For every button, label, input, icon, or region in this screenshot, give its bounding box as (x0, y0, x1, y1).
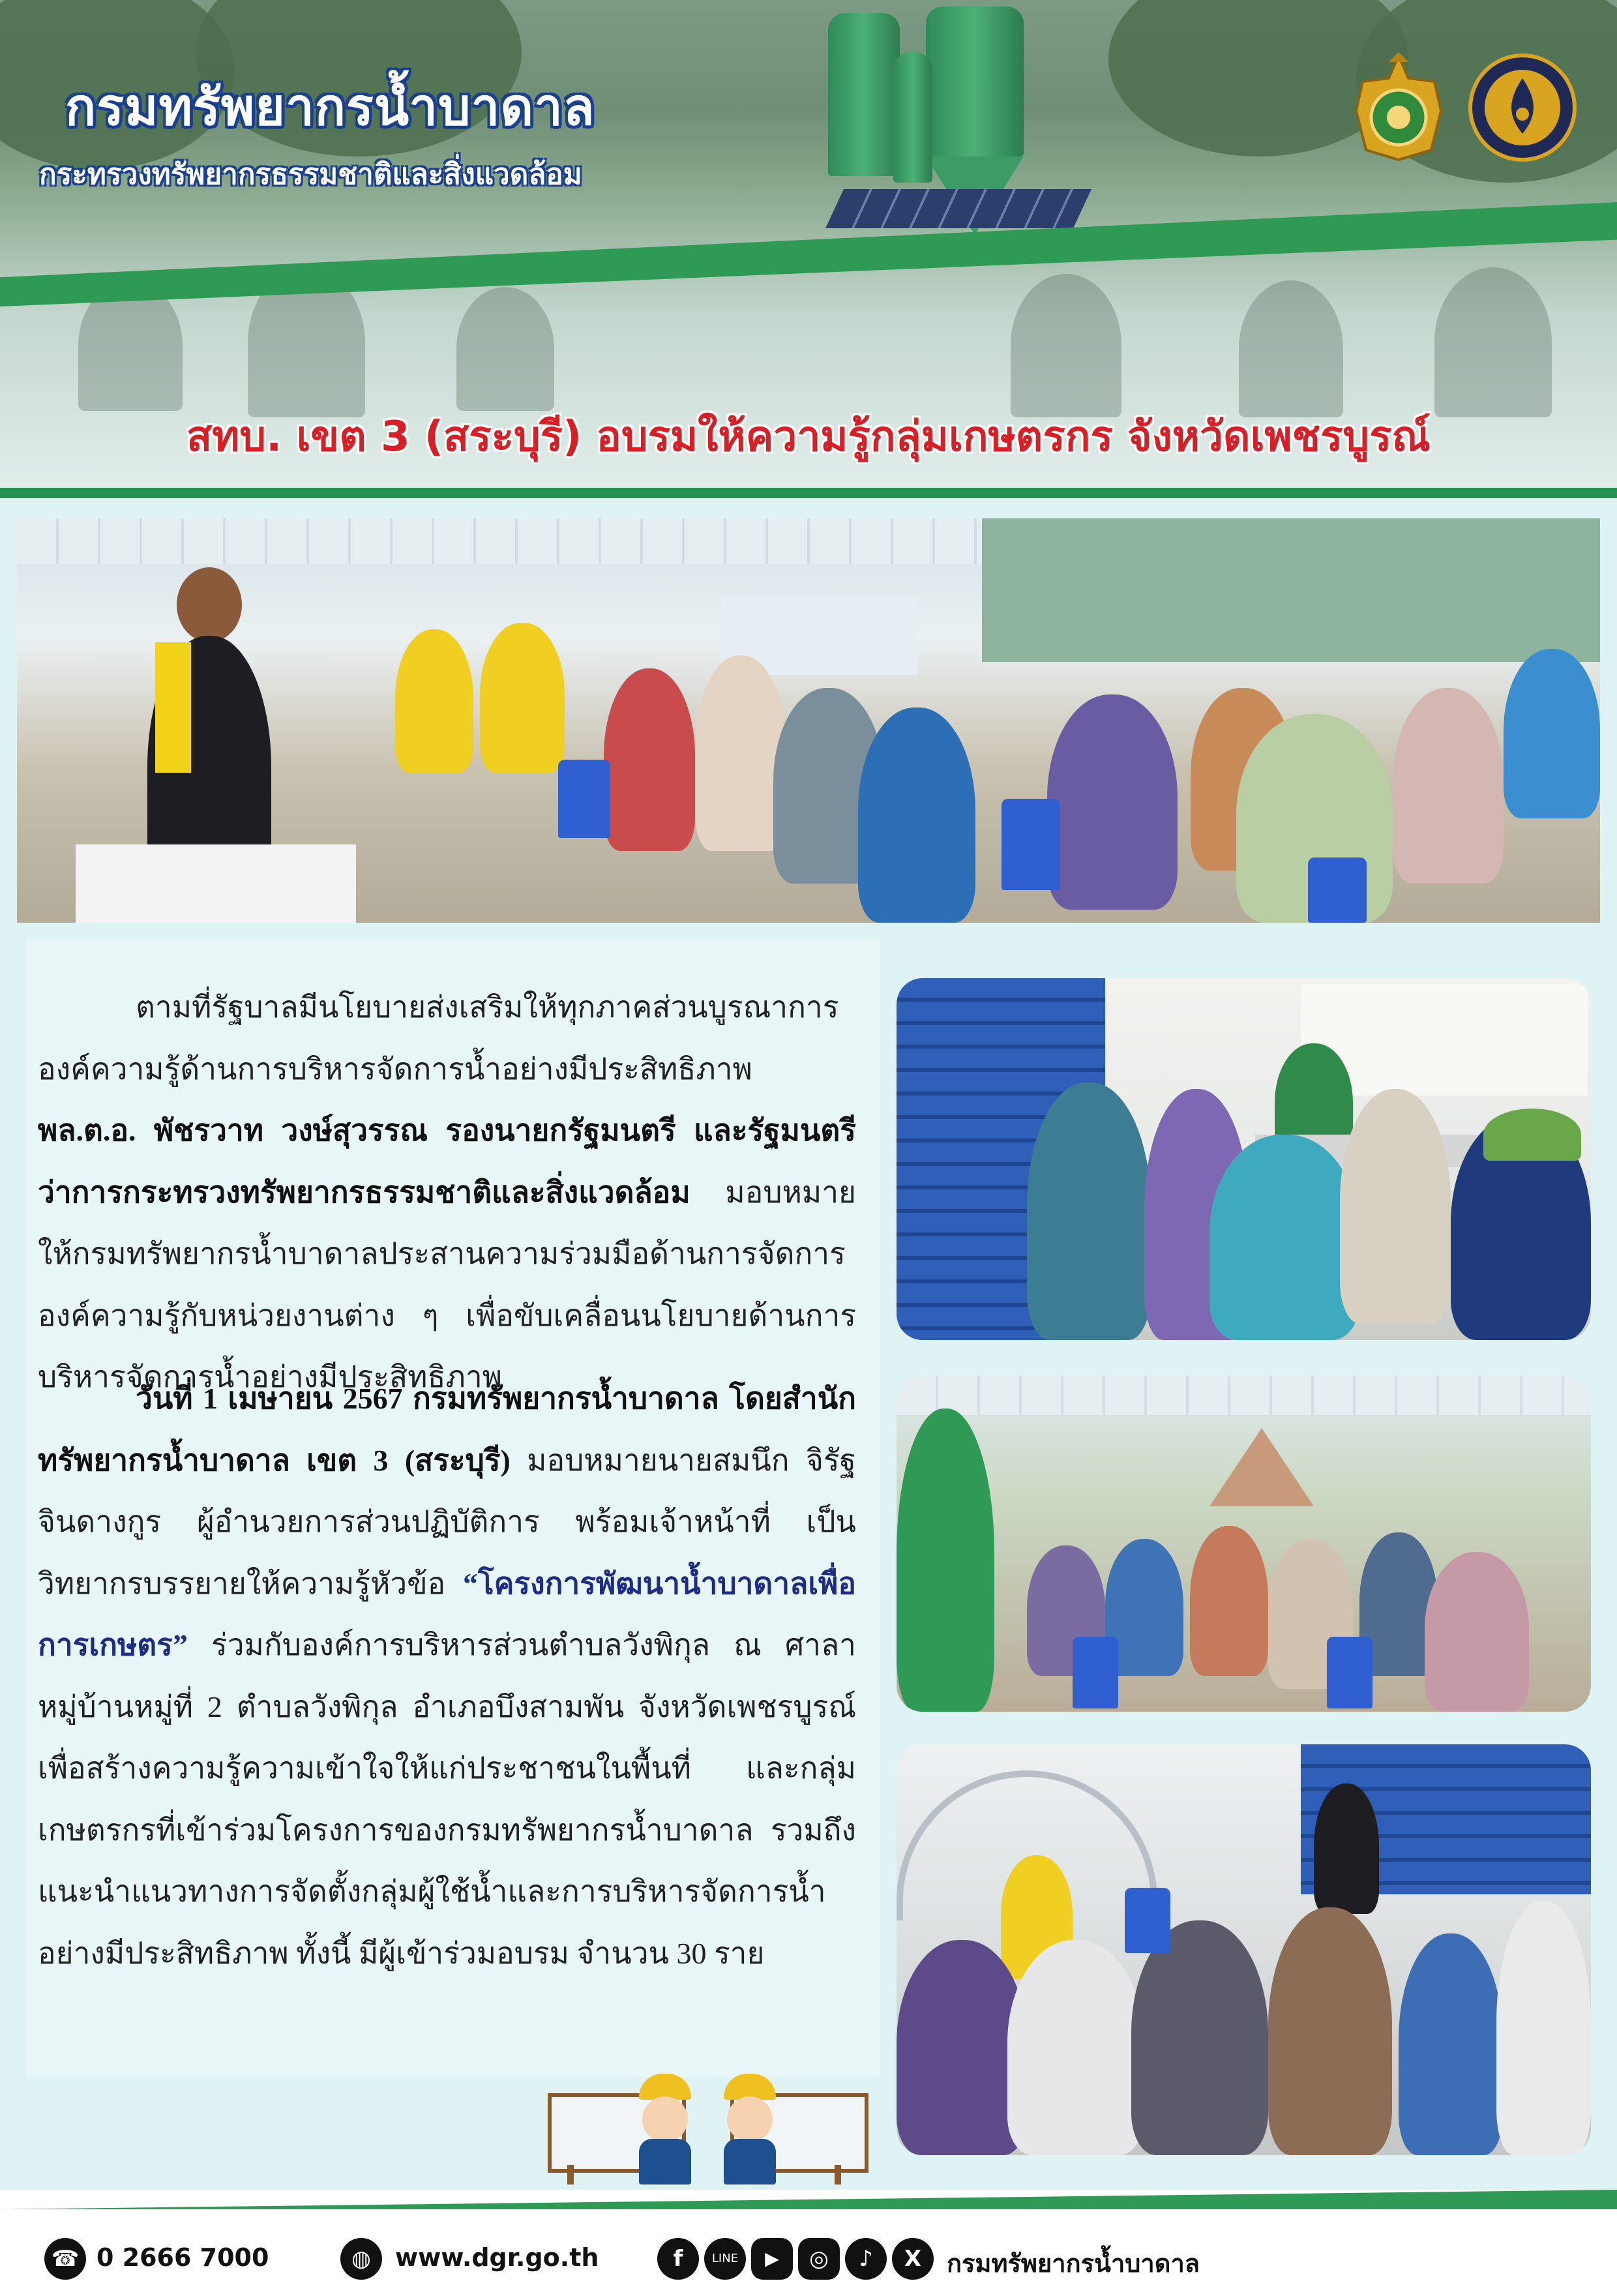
p2-body: มอบหมายนายสมนึก จิรัฐจินดางกูร ผู้อำนวยการส่วนปฏิบัติการ พร้อมเจ้าหน้าที่ เป็นวิทยากรบรรยายให้ความรู้หัวข้อ (38, 1443, 856, 1600)
ministry-emblem-icon (1343, 52, 1454, 163)
p2-date: วันที่ 1 เมษายน 2567 กรมทรัพยากรน้ำบาดาล โดยสำนักทรัพยากรน้ำบาดาล เขต 3 (สระบุรี) (38, 1382, 856, 1477)
p2-project-title: “โครงการพัฒนาน้ำบาดาลเพื่อการเกษตร” (38, 1566, 856, 1662)
article-headline: สทบ. เขต 3 (สระบุรี) อบรมให้ความรู้กลุ่มเกษตรกร จังหวัดเพชรบูรณ์ (186, 413, 1431, 461)
ministry-title: กระทรวงทรัพยากรธรรมชาติและสิ่งแวดล้อม (39, 158, 582, 191)
side-photo-1 (897, 978, 1591, 1340)
paragraph-2 (38, 1368, 856, 1984)
footer-website[interactable]: www.dgr.go.th (395, 2243, 599, 2272)
main-training-photo (17, 518, 1600, 923)
youtube-icon[interactable]: ▶ (751, 2238, 793, 2280)
side-photo-3 (897, 1744, 1591, 2155)
paragraph-1 (38, 977, 856, 1409)
p1-intro: ตามที่รัฐบาลมีนโยบายส่งเสริมให้ทุกภาคส่วนบูรณาการองค์ความรู้ด้านการบริหารจัดการน้ำอย่างมีประสิทธิภาพ (38, 991, 839, 1086)
phone-icon: ☎ (44, 2238, 86, 2280)
line-icon[interactable]: LINE (704, 2238, 746, 2280)
tiktok-icon[interactable]: ♪ (845, 2238, 887, 2280)
header-divider (0, 488, 1617, 498)
mascot-illustration (541, 2074, 880, 2184)
department-title: กรมทรัพยากรน้ำบาดาล (65, 78, 595, 137)
footer-department: กรมทรัพยากรน้ำบาดาล (947, 2249, 1200, 2278)
globe-icon: ◍ (340, 2238, 382, 2280)
solar-panel-image (825, 189, 1091, 228)
facebook-icon[interactable]: f (657, 2238, 699, 2280)
p2-rest: ร่วมกับองค์การบริหารส่วนตำบลวังพิกุล ณ ศาลาหมู่บ้านหมู่ที่ 2 ตำบลวังพิกุล อำเภอบึงสามพัน จังหวัดเพชรบูรณ์ เพื่อสร้างความรู้ความเข้าใจให้แก่ประชาชนในพื้นที่ และกลุ่มเกษตรกรที่เข้าร่วมโครงการของกรมทรัพยากรน้ำบาดาล รวมถึงแนะนำแนวทางการจัดตั้งกลุ่มผู้ใช้น้ำและการบริหารจัดการน้ำอย่างมีประสิทธิภาพ ทั้งนี้ มีผู้เข้าร่วมอบรม จำนวน 30 ราย (38, 1628, 856, 1970)
department-emblem-icon (1467, 52, 1578, 163)
x-icon[interactable]: X (892, 2238, 934, 2280)
side-photo-2 (897, 1376, 1591, 1712)
p1-minister: พล.ต.อ. พัชรวาท วงษ์สุวรรณ รองนายกรัฐมนตรี และรัฐมนตรีว่าการกระทรวงทรัพยากรธรรมชาติและสิ่งแวดล้อม (38, 1114, 856, 1209)
p1-rest: มอบหมายให้กรมทรัพยากรน้ำบาดาลประสานความร่วมมือด้านการจัดการองค์ความรู้กับหน่วยงานต่าง ๆ เพื่อขับเคลื่อนนโยบายด้านการบริหารจัดการน้ำอย่างมีประสิทธิภาพ (38, 1175, 856, 1394)
instagram-icon[interactable]: ◎ (798, 2238, 840, 2280)
footer-phone[interactable]: 0 2666 7000 (96, 2243, 269, 2272)
